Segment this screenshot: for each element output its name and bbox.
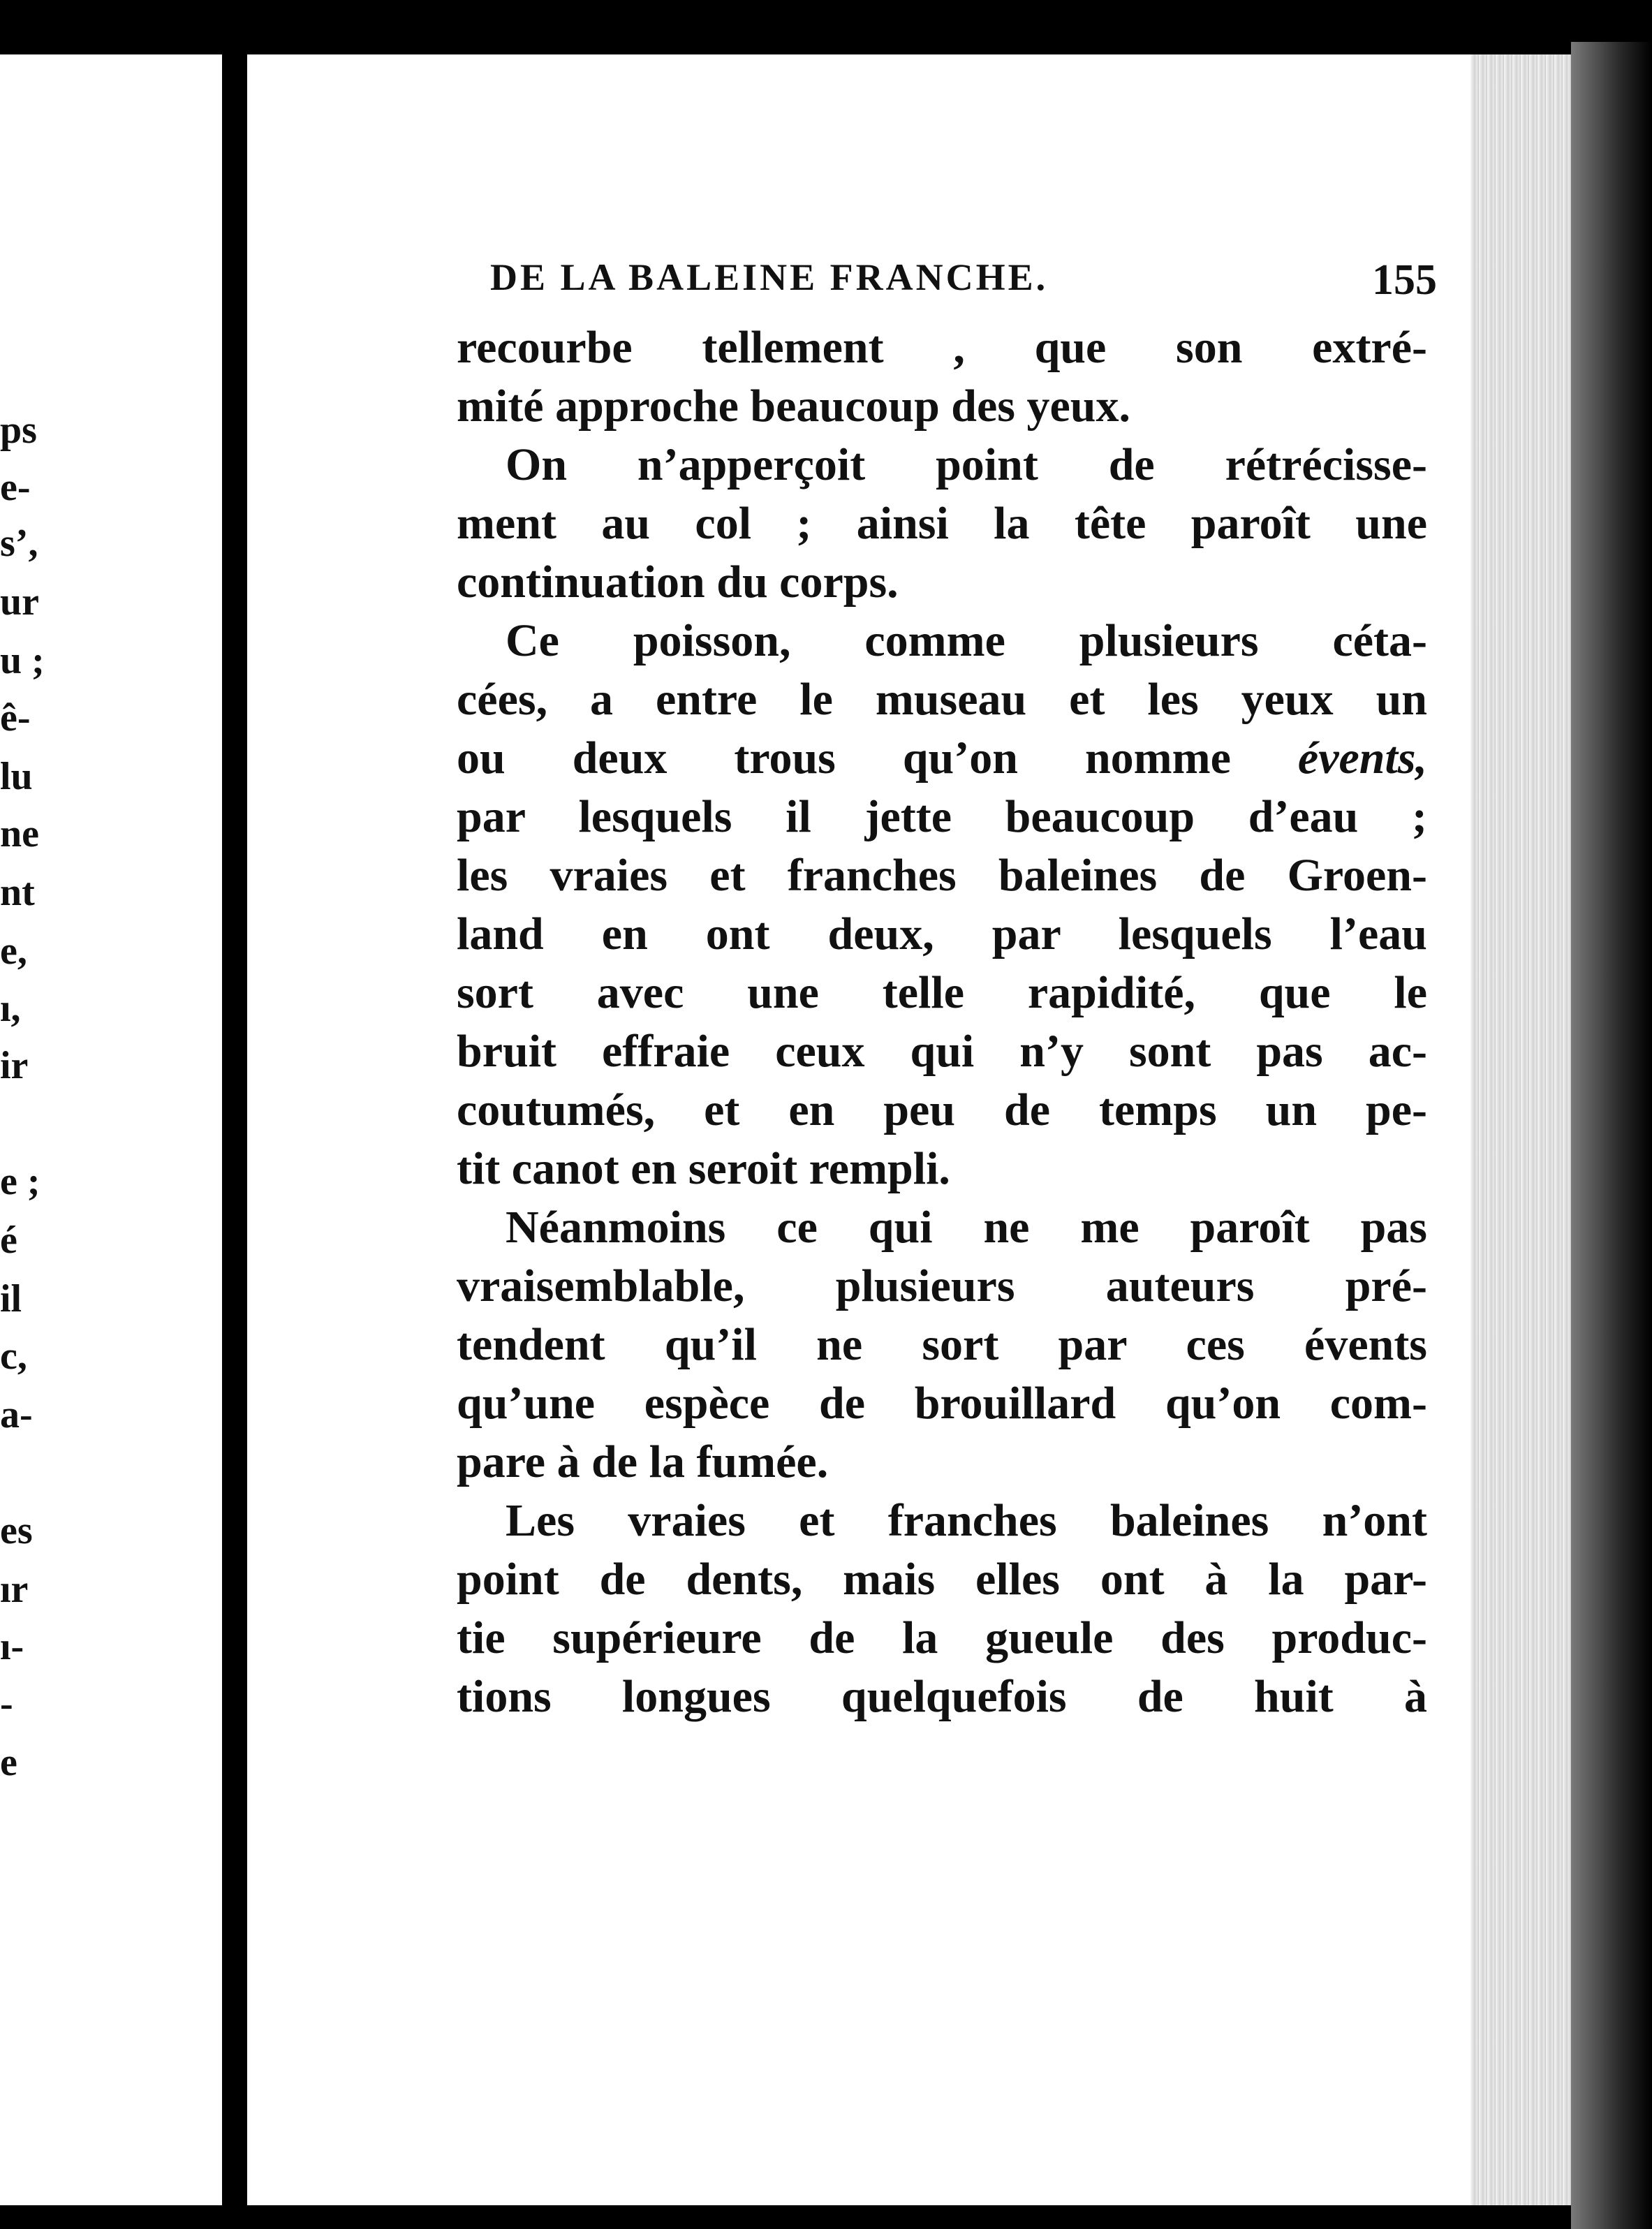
left-fragment: ı, <box>0 987 21 1030</box>
left-fragment: s’, <box>0 522 38 565</box>
text-line: land en ont deux, par lesquels l’eau <box>457 908 1427 959</box>
text-line: tendent qu’il ne sort par ces évents <box>457 1319 1427 1370</box>
text-span: ou deux trous qu’on nomme <box>457 733 1231 784</box>
page-number: 155 <box>1372 256 1437 304</box>
text-line: bruit effraie ceux qui n’y sont pas ac- <box>457 1026 1427 1077</box>
text-line: cées, a entre le museau et les yeux un <box>457 674 1427 725</box>
page-body <box>457 318 1434 1726</box>
left-fragment: ur <box>0 580 39 624</box>
text-line: tit canot en seroit rempli. <box>457 1143 950 1194</box>
left-fragment: ir <box>0 1044 29 1087</box>
text-line: tions longues quelquefois de huit à <box>457 1671 1427 1722</box>
paragraph-first-line: Ce poisson, comme plusieurs céta- <box>506 615 1427 666</box>
left-facing-page <box>0 54 222 2205</box>
italic-term: évents, <box>1297 733 1428 784</box>
text-line: sort avec une telle rapidité, que le <box>457 967 1427 1018</box>
left-fragment: c, <box>0 1334 27 1378</box>
left-fragment: ps <box>0 409 37 452</box>
running-head-title: DE LA BALEINE FRANCHE. <box>490 256 1049 298</box>
left-fragment: a- <box>0 1393 33 1436</box>
left-fragment: e- <box>0 466 31 509</box>
text-line: tie supérieure de la gueule des produc- <box>457 1612 1427 1663</box>
text-line: coutumés, et en peu de temps un pe- <box>457 1084 1427 1135</box>
text-line-with-italic <box>457 729 1427 788</box>
text-line: par lesquels il jette beaucoup d’eau ; <box>457 791 1427 842</box>
text-line: continuation du corps. <box>457 557 899 608</box>
left-fragment: e ; <box>0 1160 40 1203</box>
text-line: qu’une espèce de brouillard qu’on com- <box>457 1378 1427 1429</box>
left-fragment: e, <box>0 929 27 973</box>
left-fragment: e <box>0 1741 17 1784</box>
text-line: recourbe tellement , que son extré- <box>457 322 1427 373</box>
left-fragment: - <box>0 1682 13 1726</box>
paragraph-first-line: Néanmoins ce qui ne me paroît pas <box>506 1202 1427 1253</box>
left-fragment: es <box>0 1509 33 1552</box>
text-line: mité approche beaucoup des yeux. <box>457 381 1130 432</box>
right-page <box>247 54 1470 2205</box>
text-line: vraisemblable, plusieurs auteurs pré- <box>457 1260 1427 1311</box>
text-line: point de dents, mais elles ont à la par- <box>457 1554 1427 1605</box>
paragraph-first-line: On n’apperçoit point de rétrécisse- <box>506 439 1427 490</box>
text-line: ment au col ; ainsi la tête paroît une <box>457 498 1427 549</box>
left-fragment: u ; <box>0 639 45 682</box>
left-fragment: ê- <box>0 696 31 740</box>
left-fragment: ır <box>0 1568 29 1611</box>
running-head <box>490 256 1437 306</box>
left-fragment: lu <box>0 755 33 798</box>
left-fragment: il <box>0 1277 22 1321</box>
left-fragment: nt <box>0 871 35 914</box>
left-fragment: ı- <box>0 1625 24 1668</box>
text-line: les vraies et franches baleines de Groen- <box>457 850 1427 901</box>
paragraph-first-line: Les vraies et franches baleines n’ont <box>506 1495 1427 1546</box>
left-fragment: é <box>0 1219 17 1262</box>
fore-edge-shadow <box>1571 42 1652 2229</box>
book-gutter <box>222 42 247 2214</box>
left-fragment: ne <box>0 812 39 855</box>
text-line: pare à de la fumée. <box>457 1436 829 1487</box>
